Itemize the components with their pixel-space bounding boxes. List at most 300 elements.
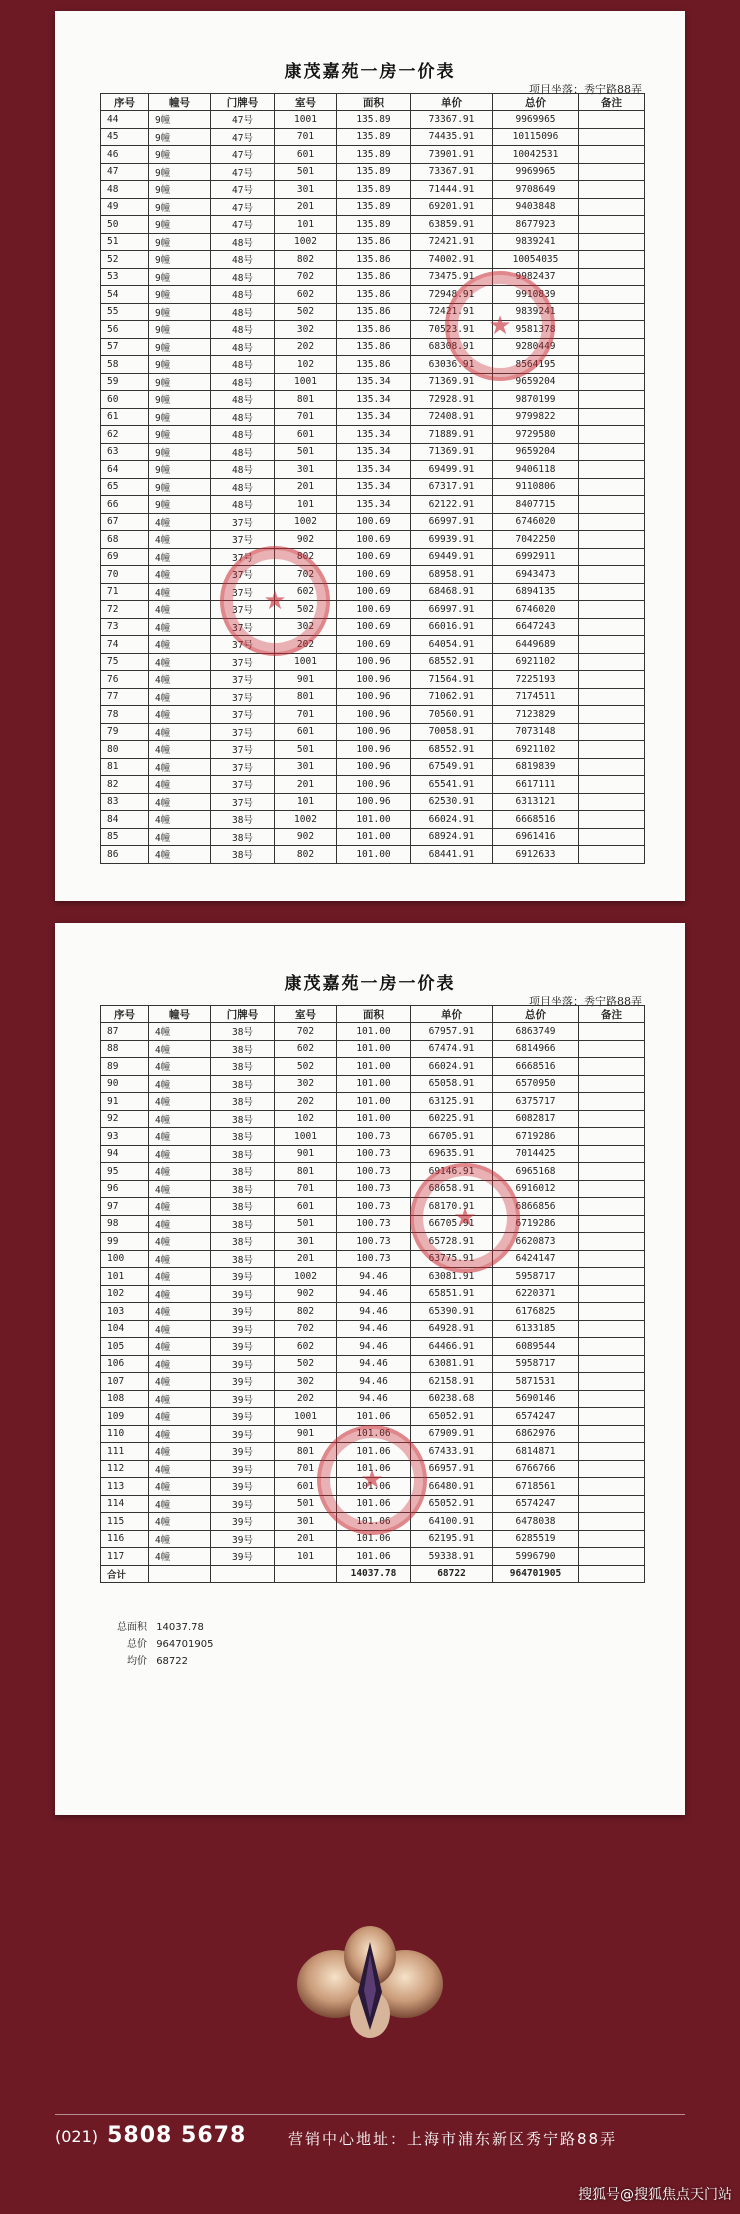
table-cell: 9幢 — [149, 163, 211, 181]
table-cell: 502 — [275, 303, 337, 321]
table-cell: 6574247 — [493, 1495, 579, 1513]
table-cell: 1001 — [275, 1128, 337, 1146]
table-cell: 37号 — [211, 566, 275, 584]
table-row — [101, 636, 645, 654]
table-cell: 7014425 — [493, 1145, 579, 1163]
table-cell: 37号 — [211, 758, 275, 776]
table-cell: 135.34 — [337, 373, 411, 391]
table-cell: 100.96 — [337, 706, 411, 724]
table-cell: 9幢 — [149, 286, 211, 304]
table-cell: 104 — [101, 1320, 149, 1338]
table-cell: 37号 — [211, 636, 275, 654]
table-cell — [579, 373, 645, 391]
table-cell: 4幢 — [149, 531, 211, 549]
table-cell: 101.06 — [337, 1495, 411, 1513]
table-cell: 87 — [101, 1023, 149, 1041]
table-row — [101, 671, 645, 689]
table-cell: 39号 — [211, 1460, 275, 1478]
table-cell: 301 — [275, 1513, 337, 1531]
table-cell: 4幢 — [149, 1250, 211, 1268]
table-cell: 63125.91 — [411, 1093, 493, 1111]
table-row — [101, 688, 645, 706]
table-row — [101, 741, 645, 759]
column-header: 面积 — [337, 1006, 411, 1023]
table-cell: 135.89 — [337, 216, 411, 234]
table-cell: 72948.91 — [411, 286, 493, 304]
table-cell: 7174511 — [493, 688, 579, 706]
table-cell — [579, 1110, 645, 1128]
table-cell: 48 — [101, 181, 149, 199]
table-cell: 60 — [101, 391, 149, 409]
table-cell: 74 — [101, 636, 149, 654]
table-cell: 4幢 — [149, 1023, 211, 1041]
table-cell — [579, 1145, 645, 1163]
table-cell: 4幢 — [149, 1075, 211, 1093]
table-cell: 4幢 — [149, 601, 211, 619]
table-cell: 39号 — [211, 1548, 275, 1566]
table-cell: 100.73 — [337, 1250, 411, 1268]
table-row — [101, 1495, 645, 1513]
table-cell — [579, 811, 645, 829]
table-cell: 78 — [101, 706, 149, 724]
table-cell — [579, 198, 645, 216]
table-row — [101, 776, 645, 794]
table-row — [101, 601, 645, 619]
table-cell: 4幢 — [149, 1513, 211, 1531]
table-cell: 4幢 — [149, 828, 211, 846]
table-cell: 71369.91 — [411, 443, 493, 461]
table-cell: 6992911 — [493, 548, 579, 566]
table-cell: 135.89 — [337, 146, 411, 164]
table-cell: 802 — [275, 846, 337, 864]
table-cell — [579, 356, 645, 374]
table-cell: 302 — [275, 1075, 337, 1093]
table-row — [101, 1233, 645, 1251]
table-cell: 9406118 — [493, 461, 579, 479]
table-cell: 47号 — [211, 128, 275, 146]
table-cell: 602 — [275, 583, 337, 601]
table-row — [101, 1198, 645, 1216]
table-cell: 100.73 — [337, 1233, 411, 1251]
table-row — [101, 1040, 645, 1058]
table-cell: 9幢 — [149, 111, 211, 129]
table-cell: 201 — [275, 1250, 337, 1268]
table-cell: 53 — [101, 268, 149, 286]
table-cell: 4幢 — [149, 1128, 211, 1146]
table-cell: 98 — [101, 1215, 149, 1233]
table-cell: 94.46 — [337, 1285, 411, 1303]
table-cell: 66480.91 — [411, 1478, 493, 1496]
table-cell: 9969965 — [493, 111, 579, 129]
table-cell: 81 — [101, 758, 149, 776]
table-cell: 37号 — [211, 776, 275, 794]
table-cell: 66957.91 — [411, 1460, 493, 1478]
table-cell — [579, 1565, 645, 1583]
table-cell: 37号 — [211, 706, 275, 724]
table-cell: 68468.91 — [411, 583, 493, 601]
table-cell — [579, 776, 645, 794]
table-cell: 101.06 — [337, 1443, 411, 1461]
table-row — [101, 391, 645, 409]
table-cell: 701 — [275, 1180, 337, 1198]
table-cell: 69146.91 — [411, 1163, 493, 1181]
table-row — [101, 1390, 645, 1408]
table-cell — [579, 688, 645, 706]
table-cell: 135.89 — [337, 181, 411, 199]
table-cell: 7225193 — [493, 671, 579, 689]
table-row — [101, 1425, 645, 1443]
table-cell: 202 — [275, 1093, 337, 1111]
table-cell: 68658.91 — [411, 1180, 493, 1198]
table-cell: 135.86 — [337, 251, 411, 269]
table-cell: 66024.91 — [411, 811, 493, 829]
table-cell: 51 — [101, 233, 149, 251]
table-cell: 66997.91 — [411, 513, 493, 531]
table-cell: 6921102 — [493, 741, 579, 759]
table-cell — [579, 1058, 645, 1076]
sales-phone — [55, 2123, 246, 2148]
table-cell: 4幢 — [149, 723, 211, 741]
table-cell: 135.86 — [337, 356, 411, 374]
table-cell — [579, 828, 645, 846]
table-cell: 702 — [275, 1320, 337, 1338]
column-header: 单价 — [411, 1006, 493, 1023]
table-cell: 94.46 — [337, 1320, 411, 1338]
table-cell — [579, 321, 645, 339]
table-cell: 100.96 — [337, 793, 411, 811]
table-cell: 71062.91 — [411, 688, 493, 706]
table-cell: 135.86 — [337, 303, 411, 321]
table-cell: 73475.91 — [411, 268, 493, 286]
table-cell: 100.69 — [337, 636, 411, 654]
table-cell: 100.73 — [337, 1215, 411, 1233]
table-cell: 82 — [101, 776, 149, 794]
table-cell: 49 — [101, 198, 149, 216]
table-cell: 101 — [275, 1548, 337, 1566]
table-cell — [579, 671, 645, 689]
table-cell: 65390.91 — [411, 1303, 493, 1321]
table-row — [101, 233, 645, 251]
table-cell — [579, 1233, 645, 1251]
table-cell: 6912633 — [493, 846, 579, 864]
table-cell: 94.46 — [337, 1373, 411, 1391]
table-row — [101, 146, 645, 164]
table-cell: 9幢 — [149, 233, 211, 251]
table-cell — [579, 1373, 645, 1391]
table-cell: 4幢 — [149, 583, 211, 601]
table-cell: 102 — [275, 1110, 337, 1128]
table-cell: 135.86 — [337, 338, 411, 356]
table-cell: 39号 — [211, 1268, 275, 1286]
column-header: 总价 — [493, 94, 579, 111]
table-row — [101, 811, 645, 829]
table-cell: 4幢 — [149, 1530, 211, 1548]
table-cell — [579, 548, 645, 566]
table-cell — [579, 268, 645, 286]
table-cell: 112 — [101, 1460, 149, 1478]
table-cell: 101.06 — [337, 1478, 411, 1496]
table-cell: 802 — [275, 251, 337, 269]
table-cell — [579, 111, 645, 129]
table-cell: 6862976 — [493, 1425, 579, 1443]
table-cell: 9幢 — [149, 216, 211, 234]
table-cell: 48号 — [211, 286, 275, 304]
table-cell: 4幢 — [149, 1215, 211, 1233]
table-cell: 72408.91 — [411, 408, 493, 426]
table-row — [101, 1268, 645, 1286]
table-cell: 101.06 — [337, 1530, 411, 1548]
table-cell — [579, 1443, 645, 1461]
table-cell: 9幢 — [149, 461, 211, 479]
table-cell: 302 — [275, 1373, 337, 1391]
table-cell: 4幢 — [149, 1198, 211, 1216]
table-cell: 101 — [275, 496, 337, 514]
table-cell: 100.69 — [337, 548, 411, 566]
table-cell: 202 — [275, 338, 337, 356]
table-cell: 62 — [101, 426, 149, 444]
table-cell: 46 — [101, 146, 149, 164]
column-header: 序号 — [101, 1006, 149, 1023]
table-cell — [579, 601, 645, 619]
table-cell — [579, 1198, 645, 1216]
table-cell: 67433.91 — [411, 1443, 493, 1461]
table-cell: 47号 — [211, 216, 275, 234]
table-cell — [579, 1128, 645, 1146]
table-cell: 90 — [101, 1075, 149, 1093]
table-cell: 100.96 — [337, 776, 411, 794]
table-row — [101, 1320, 645, 1338]
table-row — [101, 566, 645, 584]
table-cell: 201 — [275, 478, 337, 496]
table-row — [101, 513, 645, 531]
table-cell: 100.69 — [337, 618, 411, 636]
table-cell: 4幢 — [149, 1040, 211, 1058]
price-table — [100, 1005, 645, 1583]
table-cell — [275, 1565, 337, 1583]
table-cell: 6478038 — [493, 1513, 579, 1531]
table-cell: 1001 — [275, 373, 337, 391]
table-cell: 39号 — [211, 1390, 275, 1408]
table-cell: 68958.91 — [411, 566, 493, 584]
table-cell: 100.96 — [337, 758, 411, 776]
table-cell: 86 — [101, 846, 149, 864]
table-cell — [579, 1303, 645, 1321]
table-cell: 62530.91 — [411, 793, 493, 811]
watermark-text: 搜狐号@搜狐焦点天门站 — [578, 2187, 732, 2203]
column-header: 总价 — [493, 1006, 579, 1023]
table-row — [101, 1478, 645, 1496]
table-cell: 37号 — [211, 671, 275, 689]
table-cell: 合计 — [101, 1565, 149, 1583]
table-cell: 6819839 — [493, 758, 579, 776]
table-cell: 84 — [101, 811, 149, 829]
summary-average — [105, 1652, 188, 1667]
table-cell: 135.89 — [337, 111, 411, 129]
table-cell: 1001 — [275, 1408, 337, 1426]
table-cell: 38号 — [211, 1163, 275, 1181]
table-cell: 6718561 — [493, 1478, 579, 1496]
table-row — [101, 478, 645, 496]
table-cell: 501 — [275, 443, 337, 461]
table-cell: 6617111 — [493, 776, 579, 794]
table-cell: 94.46 — [337, 1390, 411, 1408]
table-cell: 7042250 — [493, 531, 579, 549]
table-cell: 4幢 — [149, 1285, 211, 1303]
table-cell: 4幢 — [149, 1180, 211, 1198]
table-cell: 135.89 — [337, 198, 411, 216]
table-row — [101, 216, 645, 234]
table-cell: 48号 — [211, 391, 275, 409]
table-cell: 9幢 — [149, 408, 211, 426]
table-cell: 66016.91 — [411, 618, 493, 636]
table-cell: 71369.91 — [411, 373, 493, 391]
table-cell: 9581378 — [493, 321, 579, 339]
table-cell: 38号 — [211, 1180, 275, 1198]
table-cell: 69635.91 — [411, 1145, 493, 1163]
table-cell: 9659204 — [493, 443, 579, 461]
table-cell: 70560.91 — [411, 706, 493, 724]
table-cell: 79 — [101, 723, 149, 741]
table-cell: 48号 — [211, 303, 275, 321]
table-cell: 62158.91 — [411, 1373, 493, 1391]
table-cell: 38号 — [211, 1058, 275, 1076]
table-row — [101, 1373, 645, 1391]
table-cell — [579, 1180, 645, 1198]
table-cell: 4幢 — [149, 1460, 211, 1478]
table-cell: 9729580 — [493, 426, 579, 444]
table-row — [101, 1023, 645, 1041]
table-cell: 6894135 — [493, 583, 579, 601]
table-cell: 85 — [101, 828, 149, 846]
table-row — [101, 531, 645, 549]
table-row — [101, 338, 645, 356]
table-row — [101, 1128, 645, 1146]
table-cell — [149, 1565, 211, 1583]
table-cell: 6746020 — [493, 513, 579, 531]
table-cell: 97 — [101, 1198, 149, 1216]
table-cell: 113 — [101, 1478, 149, 1496]
table-cell — [579, 1408, 645, 1426]
table-cell: 38号 — [211, 1093, 275, 1111]
table-cell: 100.69 — [337, 531, 411, 549]
table-cell: 964701905 — [493, 1565, 579, 1583]
summary-total-label: 总价 — [127, 1639, 147, 1650]
table-cell: 37号 — [211, 618, 275, 636]
table-cell: 9幢 — [149, 356, 211, 374]
table-cell: 101.06 — [337, 1408, 411, 1426]
table-cell: 9708649 — [493, 181, 579, 199]
table-cell: 601 — [275, 426, 337, 444]
table-cell: 701 — [275, 1460, 337, 1478]
table-cell: 100 — [101, 1250, 149, 1268]
price-table — [100, 93, 645, 864]
table-cell: 5958717 — [493, 1268, 579, 1286]
table-cell: 100.73 — [337, 1198, 411, 1216]
table-cell: 301 — [275, 181, 337, 199]
table-cell: 59338.91 — [411, 1548, 493, 1566]
table-cell: 62195.91 — [411, 1530, 493, 1548]
table-cell: 70058.91 — [411, 723, 493, 741]
table-cell: 4幢 — [149, 1408, 211, 1426]
table-cell: 73 — [101, 618, 149, 636]
table-cell: 94 — [101, 1145, 149, 1163]
table-cell: 71444.91 — [411, 181, 493, 199]
table-cell: 95 — [101, 1163, 149, 1181]
table-cell: 4幢 — [149, 1233, 211, 1251]
table-cell: 100.73 — [337, 1180, 411, 1198]
table-cell: 101.06 — [337, 1460, 411, 1478]
table-cell: 48号 — [211, 233, 275, 251]
table-cell: 101.00 — [337, 846, 411, 864]
table-cell — [579, 128, 645, 146]
table-cell: 101 — [275, 793, 337, 811]
table-row — [101, 251, 645, 269]
table-cell: 9幢 — [149, 268, 211, 286]
table-cell: 4幢 — [149, 1110, 211, 1128]
table-cell: 501 — [275, 163, 337, 181]
table-cell: 135.34 — [337, 461, 411, 479]
table-cell — [579, 496, 645, 514]
table-cell: 9幢 — [149, 198, 211, 216]
table-cell: 65541.91 — [411, 776, 493, 794]
table-row — [101, 618, 645, 636]
table-cell: 68552.91 — [411, 653, 493, 671]
table-cell: 100.73 — [337, 1145, 411, 1163]
table-cell: 68552.91 — [411, 741, 493, 759]
table-cell: 63081.91 — [411, 1268, 493, 1286]
table-cell — [579, 443, 645, 461]
table-cell: 72421.91 — [411, 303, 493, 321]
table-cell: 102 — [275, 356, 337, 374]
table-cell: 48号 — [211, 268, 275, 286]
table-cell: 4幢 — [149, 1303, 211, 1321]
table-header-row — [101, 94, 645, 111]
table-cell: 38号 — [211, 1250, 275, 1268]
table-cell: 4幢 — [149, 688, 211, 706]
table-cell: 6943473 — [493, 566, 579, 584]
table-cell: 48号 — [211, 373, 275, 391]
table-cell: 6965168 — [493, 1163, 579, 1181]
table-cell: 6449689 — [493, 636, 579, 654]
table-cell: 135.34 — [337, 426, 411, 444]
table-cell: 701 — [275, 408, 337, 426]
table-row — [101, 1513, 645, 1531]
table-cell — [579, 181, 645, 199]
table-row — [101, 1110, 645, 1128]
table-cell: 69939.91 — [411, 531, 493, 549]
table-cell: 902 — [275, 531, 337, 549]
table-cell: 135.34 — [337, 443, 411, 461]
table-cell: 37号 — [211, 583, 275, 601]
table-cell: 100.69 — [337, 513, 411, 531]
table-row — [101, 1163, 645, 1181]
table-cell: 39号 — [211, 1285, 275, 1303]
table-cell: 9659204 — [493, 373, 579, 391]
project-location: 项目坐落：秀宁路88弄 — [529, 83, 642, 96]
table-cell: 6176825 — [493, 1303, 579, 1321]
table-cell — [211, 1565, 275, 1583]
table-cell: 801 — [275, 1443, 337, 1461]
table-row — [101, 758, 645, 776]
table-row — [101, 1250, 645, 1268]
table-cell: 601 — [275, 1198, 337, 1216]
table-cell: 48号 — [211, 408, 275, 426]
table-row — [101, 846, 645, 864]
summary-area-label: 总面积 — [117, 1622, 147, 1633]
table-cell: 4幢 — [149, 636, 211, 654]
table-row — [101, 1548, 645, 1566]
table-cell — [579, 723, 645, 741]
